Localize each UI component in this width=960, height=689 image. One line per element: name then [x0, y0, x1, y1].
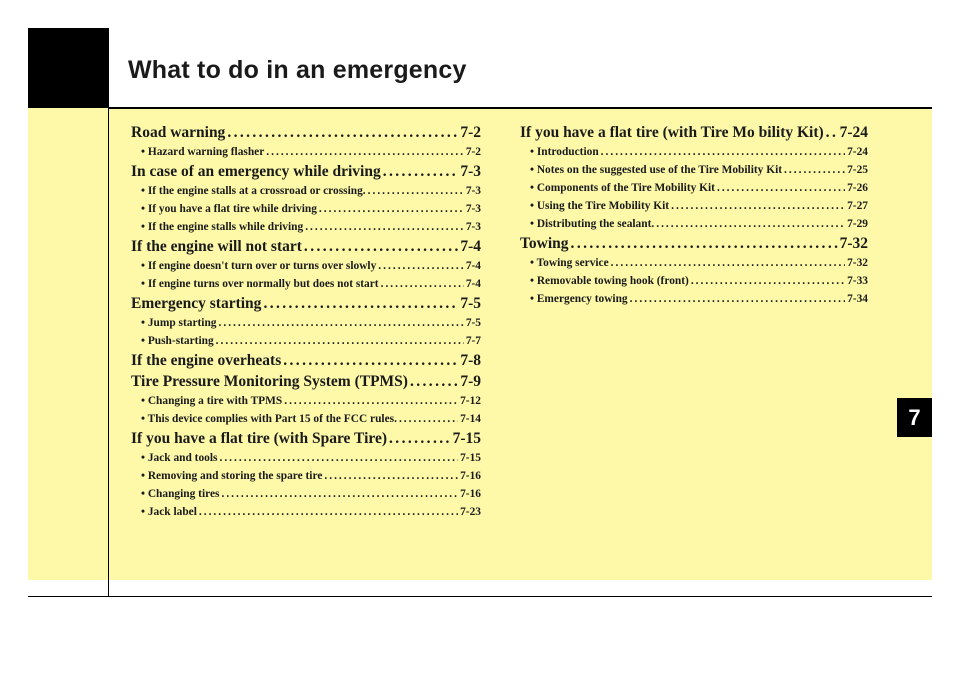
toc-leader-dots — [319, 200, 464, 218]
toc-subsection-entry[interactable] — [131, 143, 481, 161]
toc-section-entry[interactable] — [131, 428, 481, 449]
toc-leader-dots — [216, 332, 464, 350]
toc-subsection-entry[interactable] — [131, 200, 481, 218]
toc-section-entry[interactable] — [131, 161, 481, 182]
toc-page-number: 7-2 — [465, 146, 481, 158]
toc-leader-dots — [389, 428, 451, 449]
toc-entry-label: Tire Pressure Monitoring System (TPMS) — [131, 373, 408, 390]
toc-page-number: 7-15 — [460, 452, 481, 464]
toc-page-number: 7-3 — [460, 163, 481, 180]
toc-entry-label: • If the engine stalls at a crossroad or crossing. — [141, 185, 366, 197]
toc-page-number: 7-15 — [452, 430, 481, 447]
toc-subsection-entry[interactable] — [520, 179, 868, 197]
toc-subsection-entry[interactable] — [131, 449, 481, 467]
toc-leader-dots — [410, 371, 458, 392]
chapter-tab[interactable]: 7 — [897, 398, 932, 437]
toc-subsection-entry[interactable] — [520, 161, 868, 179]
toc-page-number: 7-2 — [460, 124, 481, 141]
toc-page-number: 7-4 — [465, 260, 481, 272]
toc-page-number: 7-26 — [847, 182, 868, 194]
toc-page-number: 7-3 — [465, 185, 481, 197]
toc-entry-label: • This device complies with Part 15 of the FCC rules. — [141, 413, 397, 425]
margin-rule — [108, 108, 109, 596]
toc-leader-dots — [381, 275, 464, 293]
toc-page-number: 7-27 — [847, 200, 868, 212]
toc-entry-label: Towing — [520, 235, 569, 252]
toc-subsection-entry[interactable] — [131, 503, 481, 521]
toc-leader-dots — [826, 122, 838, 143]
toc-subsection-entry[interactable] — [520, 290, 868, 308]
toc-subsection-entry[interactable] — [131, 467, 481, 485]
toc-subsection-entry[interactable] — [131, 275, 481, 293]
toc-leader-dots — [383, 161, 459, 182]
toc-entry-label: • Towing service — [530, 257, 609, 269]
toc-page-number: 7-3 — [465, 221, 481, 233]
toc-entry-label: Road warning — [131, 124, 226, 141]
toc-page-number: 7-14 — [460, 413, 481, 425]
toc-entry-label: • Changing a tire with TPMS — [141, 395, 283, 407]
toc-subsection-entry[interactable] — [131, 314, 481, 332]
toc-leader-dots — [399, 410, 458, 428]
toc-page-number: 7-23 — [460, 506, 481, 518]
toc-leader-dots — [368, 182, 464, 200]
toc-leader-dots — [284, 392, 458, 410]
toc-page-number: 7-33 — [847, 275, 868, 287]
toc-leader-dots — [266, 143, 464, 161]
page-title: What to do in an emergency — [128, 56, 467, 84]
toc-leader-dots — [199, 503, 458, 521]
toc-entry-label: • Jack and tools — [141, 452, 218, 464]
toc-entry-label: • Removable towing hook (front) — [530, 275, 689, 287]
toc-subsection-entry[interactable] — [131, 257, 481, 275]
toc-leader-dots — [691, 272, 845, 290]
toc-entry-label: • Emergency towing — [530, 293, 628, 305]
toc-subsection-entry[interactable] — [520, 272, 868, 290]
toc-entry-label: • Jump starting — [141, 317, 217, 329]
toc-page-number: 7-25 — [847, 164, 868, 176]
toc-page-number: 7-34 — [847, 293, 868, 305]
toc-subsection-entry[interactable] — [131, 218, 481, 236]
toc-page-number: 7-3 — [465, 203, 481, 215]
toc-page-number: 7-16 — [460, 470, 481, 482]
toc-entry-label: • Components of the Tire Mobility Kit — [530, 182, 715, 194]
toc-leader-dots — [571, 233, 838, 254]
toc-page-number: 7-32 — [839, 235, 868, 252]
toc-leader-dots — [219, 449, 458, 467]
toc-leader-dots — [305, 218, 464, 236]
toc-page-number: 7-4 — [460, 238, 481, 255]
toc-entry-label: • If engine turns over normally but does not start — [141, 278, 379, 290]
toc-page-number: 7-24 — [847, 146, 868, 158]
toc-entry-label: • Jack label — [141, 506, 197, 518]
toc-subsection-entry[interactable] — [131, 392, 481, 410]
toc-leader-dots — [611, 254, 845, 272]
toc-column-left — [131, 122, 481, 521]
toc-page-number: 7-9 — [460, 373, 481, 390]
footer-rule — [28, 596, 932, 597]
toc-page-number: 7-16 — [460, 488, 481, 500]
toc-entry-label: In case of an emergency while driving — [131, 163, 381, 180]
toc-page-number: 7-7 — [465, 335, 481, 347]
toc-entry-label: • Introduction — [530, 146, 599, 158]
toc-entry-label: • Hazard warning flasher — [141, 146, 265, 158]
toc-page-number: 7-5 — [465, 317, 481, 329]
toc-entry-label: Emergency starting — [131, 295, 262, 312]
toc-subsection-entry[interactable] — [520, 143, 868, 161]
toc-entry-label: • If the engine stalls while driving — [141, 221, 304, 233]
toc-leader-dots — [324, 467, 458, 485]
toc-subsection-entry[interactable] — [131, 485, 481, 503]
toc-leader-dots — [227, 122, 458, 143]
toc-entry-label: • Push-starting — [141, 335, 214, 347]
toc-page-number: 7-8 — [460, 352, 481, 369]
toc-entry-label: • Notes on the suggested use of the Tire Mobility Kit — [530, 164, 783, 176]
toc-entry-label: If the engine will not start — [131, 238, 302, 255]
toc-leader-dots — [378, 257, 464, 275]
toc-leader-dots — [263, 293, 458, 314]
corner-tab — [28, 28, 109, 108]
toc-leader-dots — [784, 161, 845, 179]
toc-section-entry[interactable] — [131, 236, 481, 257]
toc-page-number: 7-5 — [460, 295, 481, 312]
toc-section-entry[interactable] — [131, 350, 481, 371]
toc-section-entry[interactable] — [131, 293, 481, 314]
toc-section-entry[interactable] — [131, 122, 481, 143]
toc-leader-dots — [283, 350, 458, 371]
toc-subsection-entry[interactable] — [131, 410, 481, 428]
toc-entry-label: • Using the Tire Mobility Kit — [530, 200, 670, 212]
toc-page-number: 7-24 — [839, 124, 868, 141]
toc-leader-dots — [656, 215, 845, 233]
toc-section-entry[interactable] — [131, 371, 481, 392]
toc-entry-label: • Distributing the sealant. — [530, 218, 655, 230]
toc-page-number: 7-12 — [460, 395, 481, 407]
toc-section-entry[interactable] — [520, 233, 868, 254]
toc-leader-dots — [219, 314, 464, 332]
toc-leader-dots — [717, 179, 845, 197]
toc-section-entry[interactable] — [520, 122, 868, 143]
toc-entry-label: If you have a flat tire (with Spare Tire) — [131, 430, 388, 447]
toc-entry-label: • If engine doesn't turn over or turns over slowly — [141, 260, 377, 272]
toc-entry-label: If you have a flat tire (with Tire Mo bility Kit) — [520, 124, 824, 141]
toc-leader-dots — [671, 197, 845, 215]
toc-entry-label: • If you have a flat tire while driving — [141, 203, 317, 215]
toc-subsection-entry[interactable] — [520, 215, 868, 233]
toc-entry-label: • Removing and storing the spare tire — [141, 470, 323, 482]
toc-column-right — [520, 122, 868, 308]
toc-page-number: 7-4 — [465, 278, 481, 290]
toc-leader-dots — [221, 485, 458, 503]
toc-subsection-entry[interactable] — [131, 332, 481, 350]
toc-subsection-entry[interactable] — [131, 182, 481, 200]
toc-entry-label: • Changing tires — [141, 488, 220, 500]
toc-entry-label: If the engine overheats — [131, 352, 282, 369]
toc-leader-dots — [304, 236, 458, 257]
toc-leader-dots — [601, 143, 845, 161]
toc-page-number: 7-32 — [847, 257, 868, 269]
toc-subsection-entry[interactable] — [520, 197, 868, 215]
title-rule — [109, 107, 932, 109]
toc-leader-dots — [630, 290, 845, 308]
toc-page-number: 7-29 — [847, 218, 868, 230]
toc-subsection-entry[interactable] — [520, 254, 868, 272]
